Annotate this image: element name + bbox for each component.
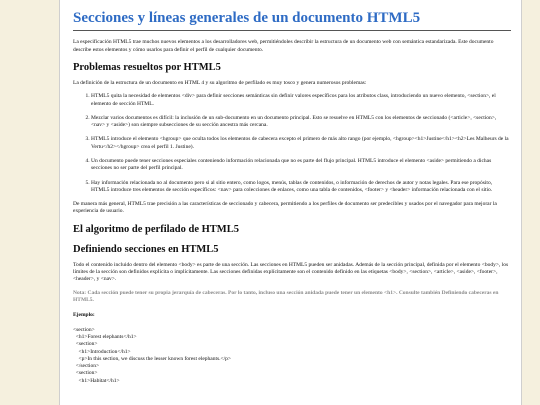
- list-item: 4. Un documento puede tener secciones especiales conteniendo información relacionada que no es parte del flujo principal. HTML5 introduce el elemento <aside> permitiendo a dichas secciones no ser parte del perfil principal.: [91, 158, 511, 173]
- code-line: <section>: [73, 326, 95, 333]
- code-line: <p>In this section, we discuss the lesser known forest elephants.</p>: [73, 355, 231, 362]
- code-line: <section>: [73, 370, 98, 377]
- document-page: [59, 0, 522, 405]
- list-item: 3. HTML5 introduce el elemento <hgroup> que oculta todos los elementos de cabecera excepto el primero de más alto rango (por ejemplo, <hgroup><h1>Justine</h1><h2>Les Malheurs de la Vertu</h2></hgroup> crea el perfil 1. Justine).: [91, 136, 511, 151]
- problems-list: [73, 93, 511, 194]
- code-line: <section>: [73, 341, 98, 348]
- section-heading-defining: Definiendo secciones en HTML5: [73, 243, 219, 255]
- list-item: 5. Hay información relacionada no al documento pero si al sitio entero, como logos, menús, tablas de contenidos, o información de derechos de autor y notas legales. Para ese propósito, HTML5 introduce tres elementos de sección específicos: <nav> para colecciones de enlaces, como una tabla de contenidos, <footer> y <header> información relacionada con el sitio.: [91, 180, 511, 195]
- page-title: Secciones y líneas generales de un documento HTML5: [73, 10, 511, 31]
- problems-closing: De manera más general, HTML5 trae precisión a las características de seccionado y cabecera, permitiendo a los perfiles de documento ser predecibles y usados por el navegador para mejorar la experiencia de usuario.: [73, 201, 497, 215]
- code-line: <h1>Forest elephants</h1>: [73, 333, 137, 340]
- section-heading-algorithm: El algoritmo de perfilado de HTML5: [73, 223, 239, 235]
- list-item: 2. Mezclar varios documentos es difícil: la inclusión de un sub-documento en un documento principal. Esto se resuelve en HTML5 con los elementos de seccionado (<article>, <section>, <nav> y <aside>) son siempre subsecciones de su sección ancestra más cercana.: [91, 115, 511, 130]
- list-item: 1. HTML5 quita la necesidad de elementos <div> para definir secciones semánticas sin definir valores específicos para los atributos class, introduciendo un nuevo elemento, <section>, el elemento de sección HTML.: [91, 93, 511, 108]
- code-line: <h1>Habitat</h1>: [73, 377, 120, 384]
- code-line: <h1>Introduction</h1>: [73, 348, 131, 355]
- problems-lead: La definición de la estructura de un documento en HTML 4 y su algoritmo de perfilado es muy tosco y genera numerosos problemas:: [73, 79, 367, 86]
- section-heading-problems: Problemas resueltos por HTML5: [73, 61, 221, 73]
- code-example: [73, 327, 511, 385]
- example-label: Ejemplo:: [73, 312, 95, 319]
- note-paragraph: Nota: Cada sección puede tener su propia jerarquía de cabeceras. Por lo tanto, incluso una sección anidada puede tener un elemento <h1>. Consulte también Definiendo cabeceras en HTML5.: [73, 289, 499, 304]
- defining-body: Todo el contenido incluido dentro del elemento <body> es parte de una sección. Las secciones en HTML5 pueden ser anidadas. Además de la sección principal, definida por el elemento <body>, los límites de la sección son definidos explícita o implícitamente. Las secciones definidas explícitamente son el contenido definido en las etiquetas <body>, <section>, <article>, <aside>, <footer>, <header>, y <nav>.: [73, 261, 509, 283]
- code-line: </section>: [73, 363, 100, 370]
- intro-paragraph: La especificación HTML5 trae muchos nuevos elementos a los desarrolladores web, permitiéndoles describir la estructura de un documento web con semántica estandarizada. Este documento describe estos elementos y cómo usarlos para definir el perfil de cualquier documento.: [73, 39, 494, 53]
